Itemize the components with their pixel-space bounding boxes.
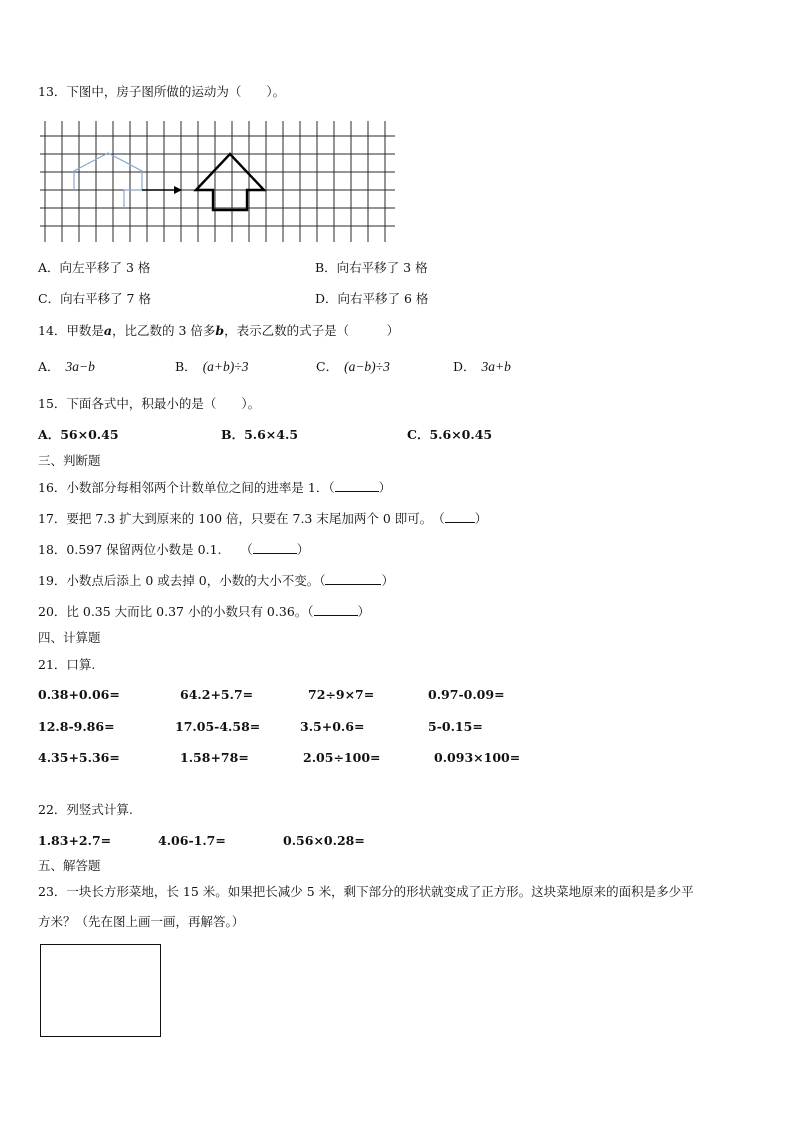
q13-option-c[interactable]: C．向右平移了 7 格	[38, 291, 151, 306]
q21-item: 64.2+5.7=	[180, 687, 254, 702]
q14-stem-suffix: ，表示乙数的式子是（ ）	[224, 323, 400, 338]
q18-text: 18．0.597 保留两位小数是 0.1. （	[38, 542, 253, 557]
q21-item: 2.05÷100=	[303, 750, 381, 765]
q21-item: 72÷9×7=	[308, 687, 375, 702]
q23-line2: 方米？（先在图上画一画，再解答。）	[38, 914, 245, 929]
section-judgement-heading: 三、判断题	[38, 453, 101, 468]
q21-item: 5-0.15=	[428, 719, 483, 734]
section-calculation-heading: 四、计算题	[38, 630, 101, 645]
q21-item: 0.97-0.09=	[428, 687, 505, 702]
q14-option-a-label: A．	[38, 359, 60, 374]
q16-close: ）	[378, 480, 392, 495]
q16-answer-blank[interactable]	[335, 480, 379, 492]
q21-item: 0.38+0.06=	[38, 687, 120, 702]
q17-text: 17．要把 7.3 扩大到原来的 100 倍，只要在 7.3 末尾加两个 0 即可。 （	[38, 511, 445, 526]
q14-option-c[interactable]	[316, 359, 390, 375]
q13-stem: 13．下图中，房子图所做的运动为（ ）。	[38, 84, 286, 99]
q13-option-b[interactable]: B．向右平移了 3 格	[315, 260, 428, 275]
q22-item: 4.06-1.7=	[158, 833, 226, 848]
house-original	[74, 153, 142, 208]
q18-answer-blank[interactable]	[253, 542, 297, 554]
q16-statement	[38, 480, 391, 496]
q21-item: 17.05-4.58=	[175, 719, 261, 734]
q19-text: 19．小数点后添上 0 或去掉 0，小数的大小不变。（	[38, 573, 326, 588]
q14-var-b: b	[215, 323, 225, 338]
q21-item: 0.093×100=	[434, 750, 521, 765]
q14-var-a: a	[103, 323, 113, 338]
house-moved	[196, 154, 264, 210]
q15-option-c[interactable]: C．5.6×0.45	[407, 427, 493, 442]
q23-line1: 23．一块长方形菜地，长 15 米。如果把长减少 5 米，剩下部分的形状就变成了正方形。这块菜地原来的面积是多少平	[38, 884, 694, 899]
q19-statement	[38, 573, 394, 589]
q23-square-figure	[40, 944, 161, 1037]
q20-text: 20．比 0.35 大而比 0.37 小的小数只有 0.36。（	[38, 604, 314, 619]
q21-item: 3.5+0.6=	[300, 719, 365, 734]
q15-stem: 15．下面各式中，积最小的是（ ）。	[38, 396, 261, 411]
q13-option-d[interactable]: D．向右平移了 6 格	[315, 291, 429, 306]
q14-option-b-label: B．	[175, 359, 197, 374]
q21-stem: 21．口算.	[38, 657, 96, 672]
q14-stem-prefix: 14．甲数是	[38, 323, 104, 338]
q15-option-a[interactable]: A．56×0.45	[38, 427, 119, 442]
q20-statement	[38, 604, 370, 620]
section-solve-heading: 五、解答题	[38, 858, 101, 873]
q14-option-b[interactable]	[175, 359, 248, 375]
q14-stem	[38, 323, 399, 339]
q14-option-b-expr: (a+b)÷3	[202, 359, 249, 374]
q17-close: ）	[474, 511, 488, 526]
q19-close: ）	[381, 573, 394, 588]
q22-item: 0.56×0.28=	[283, 833, 365, 848]
q14-option-c-expr: (a−b)÷3	[344, 359, 390, 374]
q18-close: ）	[296, 542, 310, 557]
q21-item: 12.8-9.86=	[38, 719, 115, 734]
q14-option-c-label: C．	[316, 359, 339, 374]
q21-item: 1.58+78=	[180, 750, 249, 765]
q14-option-a-expr: 3a−b	[65, 359, 95, 374]
q22-stem: 22．列竖式计算.	[38, 802, 133, 817]
q17-answer-blank[interactable]	[445, 511, 475, 523]
q20-answer-blank[interactable]	[314, 604, 358, 616]
q13-option-a[interactable]: A．向左平移了 3 格	[38, 260, 151, 275]
q22-item: 1.83+2.7=	[38, 833, 112, 848]
q14-stem-mid: ，比乙数的 3 倍多	[112, 323, 216, 338]
q14-option-d[interactable]	[453, 359, 511, 375]
q14-option-a[interactable]	[38, 359, 95, 375]
q21-item: 4.35+5.36=	[38, 750, 120, 765]
q13-grid-figure	[40, 121, 400, 243]
q17-statement	[38, 511, 487, 527]
q14-option-d-expr: 3a+b	[481, 359, 511, 374]
q18-statement	[38, 542, 309, 558]
q14-option-d-label: D．	[453, 359, 476, 374]
q15-option-b[interactable]: B．5.6×4.5	[221, 427, 299, 442]
q19-answer-blank[interactable]	[325, 573, 381, 585]
q20-close: ）	[357, 604, 371, 619]
q16-text: 16．小数部分每相邻两个计数单位之间的进率是 1．（	[38, 480, 335, 495]
